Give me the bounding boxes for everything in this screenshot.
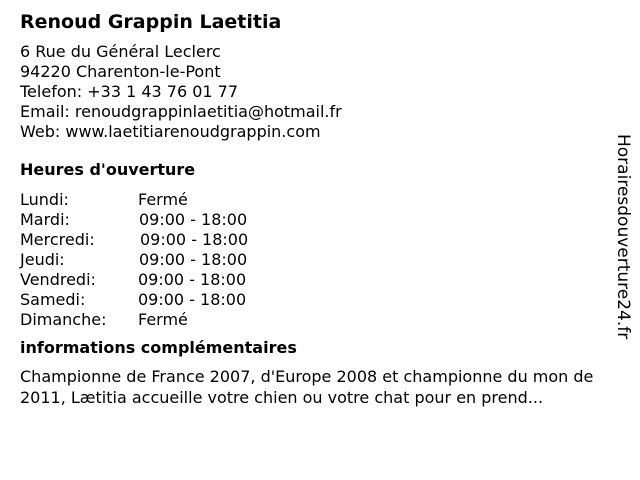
hours-row-vendredi — [20, 270, 610, 290]
day-label: Jeudi: — [20, 250, 65, 269]
address-city: 94220 Charenton-le-Pont — [20, 62, 221, 81]
web-line: Web: www.laetitiarenoudgrappin.com — [20, 122, 321, 141]
day-label: Vendredi: — [20, 270, 96, 289]
address-street: 6 Rue du Général Leclerc — [20, 42, 221, 61]
day-hours: 09:00 - 18:00 — [139, 210, 248, 229]
business-card — [20, 10, 610, 408]
info-description: Championne de France 2007, d'Europe 2008 et championne du mon de 2011, Lætitia accueille votre chien ou votre chat pour en prend... — [20, 367, 594, 407]
day-hours: 09:00 - 18:00 — [139, 250, 248, 269]
hours-row-mercredi — [20, 230, 610, 250]
site-watermark: Horairesdouverture24.fr — [613, 134, 633, 340]
phone-line: Telefon: +33 1 43 76 01 77 — [20, 82, 239, 101]
info-heading: informations complémentaires — [20, 338, 297, 357]
day-hours: 09:00 - 18:00 — [140, 230, 249, 249]
day-label: Dimanche: — [20, 310, 107, 329]
hours-row-dimanche — [20, 310, 610, 330]
day-label: Mardi: — [20, 210, 70, 229]
day-hours: 09:00 - 18:00 — [138, 270, 247, 289]
hours-heading: Heures d'ouverture — [20, 160, 196, 179]
day-hours: Fermé — [138, 190, 188, 209]
email-line: Email: renoudgrappinlaetitia@hotmail.fr — [20, 102, 342, 121]
hours-row-lundi — [20, 190, 610, 210]
hours-row-samedi — [20, 290, 610, 310]
hours-row-mardi — [20, 210, 610, 230]
day-label: Lundi: — [20, 190, 69, 209]
business-name: Renoud Grappin Laetitia — [20, 11, 282, 33]
day-label: Mercredi: — [20, 230, 95, 249]
day-label: Samedi: — [20, 290, 86, 309]
day-hours: Fermé — [138, 310, 188, 329]
day-hours: 09:00 - 18:00 — [138, 290, 247, 309]
opening-hours-table — [20, 190, 610, 330]
hours-row-jeudi — [20, 250, 610, 270]
